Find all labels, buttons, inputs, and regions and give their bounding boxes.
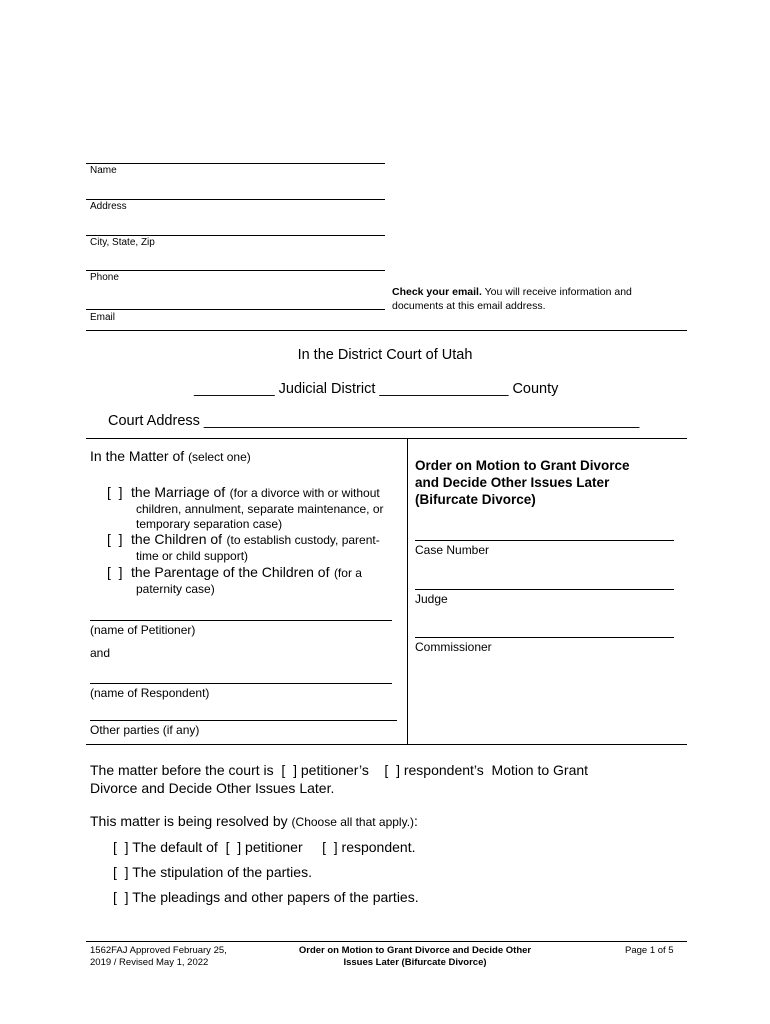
caption-bottom-border <box>86 744 687 745</box>
petitioner-line[interactable] <box>90 620 392 621</box>
address-line[interactable] <box>86 199 385 200</box>
commissioner-label: Commissioner <box>415 640 492 654</box>
address-label: Address <box>90 201 127 212</box>
matter-option-parentage[interactable] <box>107 564 407 582</box>
matter-before-court-line1: The matter before the court is [ ] petitioner’s [ ] respondent’s Motion to Grant <box>90 762 589 778</box>
email-notice-rest: You will receive information and <box>484 286 632 298</box>
parentage-label: the Parentage of the Children of <box>131 564 330 580</box>
marriage-note2: children, annulment, separate maintenance, or <box>136 502 384 516</box>
children-label: the Children of <box>131 531 223 547</box>
case-number-label: Case Number <box>415 543 490 557</box>
footer-form-id <box>90 945 227 969</box>
doc-title-line2: and Decide Other Issues Later <box>415 475 610 490</box>
email-line[interactable] <box>86 309 385 310</box>
respondent-line[interactable] <box>90 683 392 684</box>
resolved-item-default[interactable]: [ ] The default of [ ] petitioner [ ] respondent. <box>113 839 416 855</box>
header-divider <box>86 330 687 331</box>
email-notice-line2: documents at this email address. <box>392 300 546 312</box>
matter-heading-note: (select one) <box>188 450 251 464</box>
checkbox-children[interactable]: [ ] <box>107 531 123 547</box>
court-title: In the District Court of Utah <box>297 347 473 363</box>
matter-option-children[interactable] <box>107 531 407 549</box>
parentage-note2: paternity case) <box>136 582 215 596</box>
checkbox-marriage[interactable]: [ ] <box>107 484 123 500</box>
footer-page-number: Page 1 of 5 <box>625 945 674 956</box>
children-note2: time or child support) <box>136 549 249 563</box>
caption-top-border <box>86 438 687 439</box>
caption-divider <box>407 438 408 744</box>
resolved-note: (Choose all that apply.) <box>291 815 415 829</box>
city-state-zip-line[interactable] <box>86 235 385 236</box>
email-notice <box>392 285 632 313</box>
footer-divider <box>86 941 687 942</box>
case-number-line[interactable] <box>415 540 674 541</box>
document-title <box>415 457 630 508</box>
court-district-line: __________ Judicial District ________________ County <box>194 381 559 397</box>
footer-form-id-line2: 2019 / Revised May 1, 2022 <box>90 957 209 968</box>
and-label: and <box>90 646 111 660</box>
resolved-colon: : <box>414 813 418 829</box>
matter-heading-text: In the Matter of <box>90 448 185 464</box>
doc-title-line1: Order on Motion to Grant Divorce <box>415 458 630 473</box>
resolved-item-pleadings[interactable]: [ ] The pleadings and other papers of the parties. <box>113 889 419 905</box>
city-state-zip-label: City, State, Zip <box>90 237 155 248</box>
parentage-note1: (for a <box>333 566 362 580</box>
phone-label: Phone <box>90 272 119 283</box>
checkbox-parentage[interactable]: [ ] <box>107 564 123 580</box>
email-notice-bold: Check your email. <box>392 286 482 298</box>
email-label: Email <box>90 312 116 323</box>
footer-title-line2: Issues Later (Bifurcate Divorce) <box>343 957 487 968</box>
marriage-note1: (for a divorce with or without <box>229 486 380 500</box>
matter-heading <box>90 448 251 464</box>
children-note1: (to establish custody, parent- <box>226 533 380 547</box>
footer-form-id-line1: 1562FAJ Approved February 25, <box>90 945 227 956</box>
judge-line[interactable] <box>415 589 674 590</box>
resolved-item-stipulation[interactable]: [ ] The stipulation of the parties. <box>113 864 312 880</box>
name-label: Name <box>90 165 117 176</box>
court-address-line: Court Address ______________________________________________________ <box>108 413 640 429</box>
resolved-by-line <box>90 813 418 829</box>
resolved-main: This matter is being resolved by <box>90 813 288 829</box>
judge-label: Judge <box>415 592 448 606</box>
commissioner-line[interactable] <box>415 637 674 638</box>
other-parties-label: Other parties (if any) <box>90 723 200 737</box>
doc-title-line3: (Bifurcate Divorce) <box>415 492 536 507</box>
name-line[interactable] <box>86 163 385 164</box>
matter-option-marriage[interactable] <box>107 484 407 502</box>
matter-before-court-line2: Divorce and Decide Other Issues Later. <box>90 780 335 796</box>
other-parties-line[interactable] <box>90 720 397 721</box>
footer-title <box>275 945 555 969</box>
phone-line[interactable] <box>86 270 385 271</box>
marriage-label: the Marriage of <box>131 484 226 500</box>
respondent-label: (name of Respondent) <box>90 686 210 700</box>
marriage-note3: temporary separation case) <box>136 517 283 531</box>
footer-title-line1: Order on Motion to Grant Divorce and Decide Other <box>298 945 532 956</box>
petitioner-label: (name of Petitioner) <box>90 623 196 637</box>
